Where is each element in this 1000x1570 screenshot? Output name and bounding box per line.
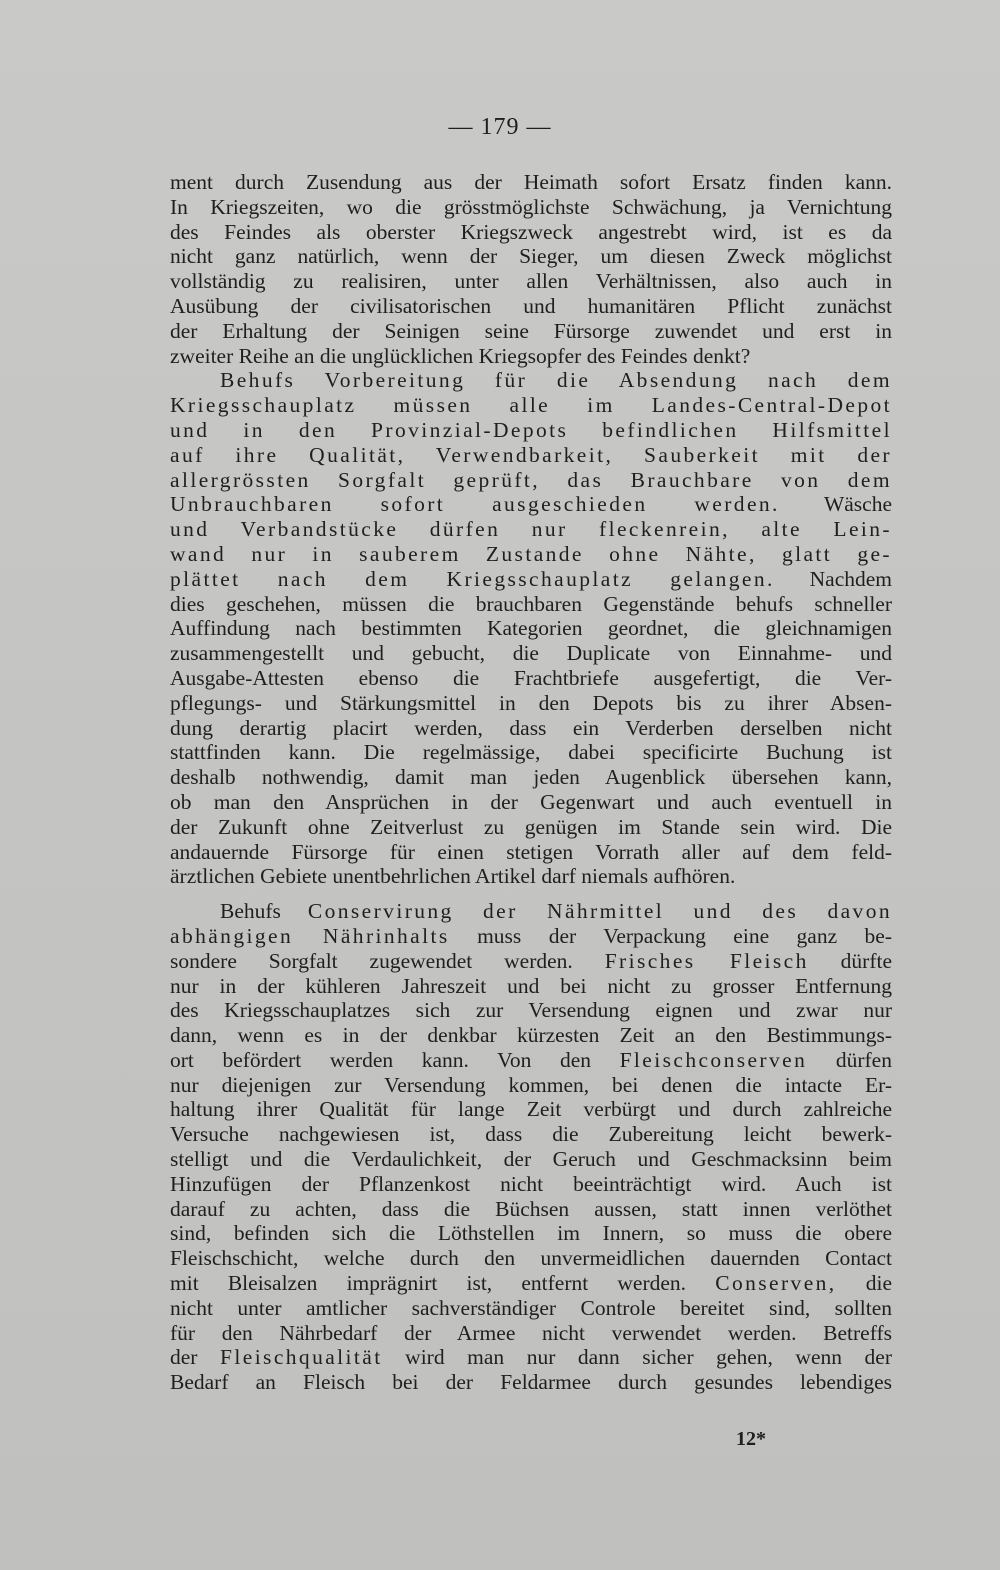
text-run: Nachdem bbox=[809, 566, 893, 591]
text-line bbox=[170, 1345, 892, 1370]
body-text bbox=[170, 170, 892, 1395]
text-line: Auffindung nach bestimmten Kategorien geordnet, die gleichnamigen bbox=[170, 616, 892, 641]
text-line: allergrössten Sorgfalt geprüft, das Brauchbare von dem bbox=[170, 467, 892, 492]
text-line bbox=[170, 949, 892, 974]
text-line: wand nur in sauberem Zustande ohne Nähte, glatt ge- bbox=[170, 541, 892, 566]
text-line: und Verbandstücke dürfen nur fleckenrein, alte Lein- bbox=[170, 517, 892, 542]
text-line bbox=[170, 899, 892, 924]
text-line: Ausgabe-Attesten ebenso die Frachtbriefe ausgefertigt, die Ver- bbox=[170, 665, 892, 690]
spaced-text: Unbrauchbaren sofort ausgeschieden werden. bbox=[170, 492, 780, 517]
text-line: für den Nährbedarf der Armee nicht verwendet werden. Betreffs bbox=[170, 1320, 892, 1345]
text-line: vollständig zu realisiren, unter allen Verhältnissen, also auch in bbox=[170, 269, 892, 294]
text-line: zusammengestellt und gebucht, die Duplicate von Einnahme- und bbox=[170, 641, 892, 666]
spaced-text: abhängigen Nährinhalts bbox=[170, 923, 450, 948]
signature-mark: 12* bbox=[736, 1428, 766, 1450]
spaced-text: Conserven, bbox=[715, 1271, 837, 1296]
text-run: dürfen bbox=[835, 1047, 892, 1072]
text-line: dung derartig placirt werden, dass ein Verderben derselben nicht bbox=[170, 715, 892, 740]
text-line: ment durch Zusendung aus der Heimath sofort Ersatz finden kann. bbox=[170, 170, 892, 194]
text-line: nur diejenigen zur Versendung kommen, bei denen die intacte Er- bbox=[170, 1072, 892, 1097]
text-line: des Kriegsschauplatzes sich zur Versendung eignen und zwar nur bbox=[170, 998, 892, 1023]
text-run: ort befördert werden kann. bbox=[170, 1047, 469, 1072]
text-line: Kriegsschauplatz müssen alle im Landes-Central-Depot bbox=[170, 393, 892, 418]
text-line: der Zukunft ohne Zeitverlust zu genügen im Stande sein wird. Die bbox=[170, 814, 892, 839]
text-line: Behufs Vorbereitung für die Absendung nach dem bbox=[220, 368, 892, 393]
text-run: sondere Sorgfalt zugewendet werden. bbox=[170, 948, 573, 973]
text-line: nicht unter amtlicher sachverständiger Controle bereitet sind, sollten bbox=[170, 1295, 892, 1320]
paragraph-gap bbox=[170, 889, 892, 899]
text-line: nicht ganz natürlich, wenn der Sieger, um diesen Zweck möglichst bbox=[170, 244, 892, 269]
text-line bbox=[170, 1271, 892, 1296]
text-run: Von den bbox=[497, 1047, 591, 1072]
text-line: ob man den Ansprüchen in der Gegenwart und auch eventuell in bbox=[170, 789, 892, 814]
text-line bbox=[170, 492, 892, 517]
text-line: nur in der kühleren Jahreszeit und bei nicht zu grosser Entfernung bbox=[170, 973, 892, 998]
text-line: zweiter Reihe an die unglücklichen Kriegsopfer des Feindes denkt? bbox=[170, 343, 751, 368]
text-line bbox=[170, 924, 892, 949]
spaced-text: Fleischconserven bbox=[619, 1047, 808, 1072]
spaced-text: Conservirung der Nährmittel und des davon bbox=[307, 899, 892, 924]
text-line: ärztlichen Gebiete unentbehrlichen Artikel darf niemals aufhören. bbox=[170, 864, 736, 889]
text-line: sind, befinden sich die Löthstellen im Innern, so muss die obere bbox=[170, 1221, 892, 1246]
spaced-text: Fleischqualität bbox=[220, 1345, 383, 1370]
text-line: Hinzufügen der Pflanzenkost nicht beeinträchtigt wird. Auch ist bbox=[170, 1171, 892, 1196]
paragraph-2 bbox=[170, 368, 892, 889]
text-line: haltung ihrer Qualität für lange Zeit verbürgt und durch zahlreiche bbox=[170, 1097, 892, 1122]
text-line: darauf zu achten, dass die Büchsen aussen, statt innen verlöthet bbox=[170, 1196, 892, 1221]
text-run: Wäsche bbox=[823, 492, 892, 517]
text-run: dürfte bbox=[840, 948, 893, 973]
text-line: Bedarf an Fleisch bei der Feldarmee durch gesundes lebendiges bbox=[170, 1370, 892, 1395]
text-run: muss der Verpackung eine ganz be- bbox=[477, 923, 892, 948]
text-line: stattfinden kann. Die regelmässige, dabei specificirte Buchung ist bbox=[170, 740, 892, 765]
paragraph-3 bbox=[170, 899, 892, 1395]
text-line: Fleischschicht, welche durch den unvermeidlichen dauernden Contact bbox=[170, 1246, 892, 1271]
text-run: wird man nur dann sicher gehen, wenn der bbox=[405, 1345, 893, 1370]
text-line: pflegungs- und Stärkungsmittel in den Depots bis zu ihrer Absen- bbox=[170, 690, 892, 715]
text-line: Ausübung der civilisatorischen und humanitären Pflicht zunächst bbox=[170, 293, 892, 318]
paragraph-1 bbox=[170, 170, 892, 368]
text-run: mit Bleisalzen imprägnirt ist, entfernt werden. bbox=[170, 1271, 687, 1296]
text-line: dann, wenn es in der denkbar kürzesten Zeit an den Bestimmungs- bbox=[170, 1023, 892, 1048]
text-line: der Erhaltung der Seinigen seine Fürsorge zuwendet und erst in bbox=[170, 318, 892, 343]
spaced-text: Frisches Fleisch bbox=[604, 948, 809, 973]
text-line: andauernde Fürsorge für einen stetigen Vorrath aller auf dem feld- bbox=[170, 839, 892, 864]
text-line: auf ihre Qualität, Verwendbarkeit, Sauberkeit mit der bbox=[170, 442, 892, 467]
spaced-text: plättet nach dem Kriegsschauplatz gelangen. bbox=[170, 566, 775, 591]
text-line: Versuche nachgewiesen ist, dass die Zubereitung leicht bewerk- bbox=[170, 1122, 892, 1147]
text-run: Behufs bbox=[220, 899, 281, 924]
text-line bbox=[170, 567, 892, 592]
text-run: die bbox=[865, 1271, 893, 1296]
text-run: der bbox=[170, 1345, 198, 1370]
text-line: deshalb nothwendig, damit man jeden Augenblick übersehen kann, bbox=[170, 765, 892, 790]
text-line: stelligt und die Verdaulichkeit, der Geruch und Geschmacksinn beim bbox=[170, 1147, 892, 1172]
text-line: dies geschehen, müssen die brauchbaren Gegenstände behufs schneller bbox=[170, 591, 892, 616]
text-line: des Feindes als oberster Kriegszweck angestrebt wird, ist es da bbox=[170, 219, 892, 244]
text-line bbox=[170, 1048, 892, 1073]
text-line: und in den Provinzial-Depots befindlichen Hilfsmittel bbox=[170, 417, 892, 442]
text-line: In Kriegszeiten, wo die grösstmöglichste Schwächung, ja Vernichtung bbox=[170, 194, 892, 219]
page-number: — 179 — bbox=[448, 114, 552, 140]
